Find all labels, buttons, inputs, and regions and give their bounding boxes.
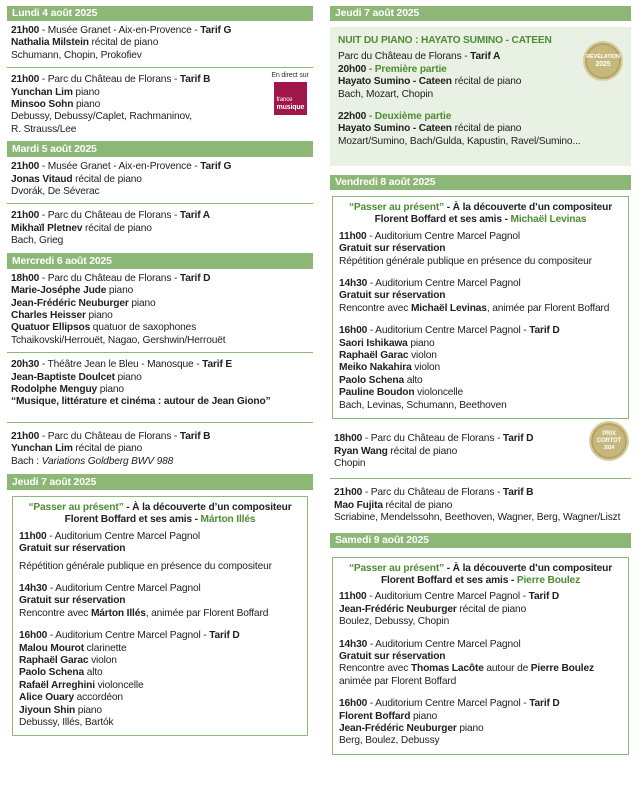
composer-name: Pierre Boulez <box>516 574 581 586</box>
desc-name: Thomas Lacôte <box>410 663 484 675</box>
series-subtitle: - À la découverte d’un compositeur <box>123 501 292 513</box>
artist-name: Jean-Frédéric Neuburger <box>339 603 457 615</box>
nuit-du-piano-box: NUIT DU PIANO : HAYATO SUMINO - CATEEN Parc du Château de Florans - Tarif A 20h00 - Première partie Hayato Sumino - Cateen récital de piano Bach, Mozart, Chopin 22h00 - Deuxième partie Hayato Sumino - Cateen récital de piano Mozart/Sumino, Bach/Gulda, Kapustin, Ravel/Sumino... RÉVÉLATION 2025 <box>330 27 631 166</box>
session-2 <box>339 278 622 315</box>
program: Dvorák, De Séverac <box>11 186 100 198</box>
seal-text: 2025 <box>595 61 611 68</box>
part-label: Première partie <box>374 63 447 75</box>
left-column <box>7 6 313 736</box>
event-venue: - Parc du Château de Florans - <box>362 433 503 445</box>
desc-name: Michaël Levinas <box>410 302 487 314</box>
event-tarif: Tarif B <box>179 74 211 86</box>
session-1 <box>19 531 301 573</box>
program: Berg, Boulez, Debussy <box>339 735 440 747</box>
event-tarif: Tarif A <box>470 51 501 63</box>
artist-name: Meiko Nakahira <box>339 362 412 374</box>
event-venue: - Auditorium Centre Marcel Pagnol - <box>367 698 530 710</box>
program: Bach, Grieg <box>11 235 64 247</box>
event-tarif: Tarif D <box>529 325 560 337</box>
artist-role: récital de piano <box>382 499 453 511</box>
artist-name: Minsoo Sohn <box>11 99 74 111</box>
series-subtitle: - À la découverte d’un compositeur <box>444 562 613 574</box>
event-mardi-1 <box>7 157 313 204</box>
event-tarif: Tarif E <box>202 359 233 371</box>
event-lundi-2 <box>7 68 313 142</box>
artist-name: Paolo Schena <box>339 374 405 386</box>
free-label: Gratuit sur réservation <box>339 290 446 302</box>
event-time: 22h00 <box>338 111 367 123</box>
session-desc: Répétition générale publique en présence du compositeur <box>19 560 272 572</box>
event-mardi-2 <box>7 204 313 253</box>
artist-name: Hayato Sumino - Cateen <box>338 76 452 88</box>
event-venue: - Auditorium Centre Marcel Pagnol - <box>367 325 530 337</box>
artist-name: Jean-Frédéric Neuburger <box>11 297 129 309</box>
event-time: 14h30 <box>339 638 368 650</box>
event-time: 20h00 <box>338 63 367 75</box>
composer-box-boulez <box>332 557 629 755</box>
part-label: Deuxième partie <box>374 111 452 123</box>
seal-text: RÉVÉLATION <box>586 54 620 60</box>
artist-role: récital de piano <box>82 222 152 234</box>
event-venue: - Auditorium Centre Marcel Pagnol <box>367 638 521 650</box>
free-label: Gratuit sur réservation <box>339 650 446 662</box>
session-1 <box>339 231 622 268</box>
france-musique-logo <box>271 72 309 115</box>
event-tarif: Tarif G <box>200 25 232 36</box>
artist-role: récital de piano <box>451 76 522 88</box>
event-venue: - Musée Granet - Aix-en-Provence - <box>39 161 201 173</box>
artist-name: Jonas Vitaud <box>11 173 73 185</box>
event-venue: - Auditorium Centre Marcel Pagnol <box>47 583 201 594</box>
artist-role: violon <box>408 350 437 362</box>
event-time: 16h00 <box>19 630 48 642</box>
artist-role: accordéon <box>73 692 123 704</box>
box-title <box>339 563 622 575</box>
event-time: 21h00 <box>334 487 363 499</box>
event-time: 21h00 <box>11 430 40 442</box>
artist-name: Raphaël Garac <box>19 655 89 667</box>
artist-role: violon <box>411 362 441 374</box>
composer-box-levinas <box>332 196 629 419</box>
event-vendredi-3 <box>330 479 631 532</box>
series-title: “Passer au présent” <box>348 562 445 574</box>
desc-text: Rencontre avec <box>339 663 411 675</box>
desc-text: , animée par Florent Boffard <box>486 302 610 314</box>
event-mercredi-1 <box>7 269 313 353</box>
program: Tchaikovski/Herrouët, Nagao, Gershwin/Herrouët <box>11 334 226 346</box>
event-venue: - Parc du Château de Florans - <box>39 210 180 222</box>
artist-role: piano <box>73 99 101 111</box>
event-tarif: Tarif D <box>528 591 560 603</box>
program-work: Variations Goldberg BWV 988 <box>41 455 174 467</box>
artist-role: clarinette <box>83 642 127 654</box>
artist-name: Yunchan Lim <box>11 86 73 98</box>
session-3 <box>339 698 622 748</box>
program: Scriabine, Mendelssohn, Beethoven, Wagner, Berg, Wagner/Liszt <box>334 512 621 524</box>
event-vendredi-2 <box>330 419 631 479</box>
logo-text: musique <box>276 104 305 112</box>
event-tarif: Tarif A <box>179 210 210 222</box>
session-desc: Répétition générale publique en présence du compositeur <box>339 255 592 267</box>
artist-role: piano <box>456 723 484 734</box>
artist-name: Raphaël Garac <box>339 350 409 362</box>
artist-role: récital de piano <box>451 123 522 135</box>
event-time: 18h00 <box>11 272 40 284</box>
event-venue: - Parc du Château de Florans - <box>39 430 180 442</box>
event-tarif: Tarif D <box>209 630 240 642</box>
program <box>11 456 309 468</box>
ensemble-name: Florent Boffard et ses amis - <box>380 574 517 586</box>
artist-name: Jean-Baptiste Doulcet <box>11 371 115 383</box>
seal-text: 2024 <box>603 445 615 452</box>
event-venue: Parc du Château de Florans - <box>338 51 471 63</box>
prix-cortot-seal-icon <box>589 421 629 461</box>
desc-text: Rencontre avec <box>339 302 411 314</box>
artist-role: piano <box>75 704 102 716</box>
artist-role: alto <box>84 667 103 679</box>
event-time: 11h00 <box>339 230 367 242</box>
event-tarif: Tarif B <box>179 430 211 442</box>
event-venue: - Auditorium Centre Marcel Pagnol <box>46 530 201 542</box>
session-desc <box>339 663 622 675</box>
event-mercredi-3 <box>7 423 313 475</box>
event-time: 14h30 <box>339 278 368 290</box>
artist-role: alto <box>404 374 423 386</box>
right-column <box>330 6 631 755</box>
artist-role: piano <box>407 337 435 349</box>
artist-name: Alice Ouary <box>19 692 74 704</box>
day-header-lundi: Lundi 4 août 2025 <box>7 6 313 21</box>
ensemble-name: Florent Boffard et ses amis - <box>374 214 511 226</box>
artist-name: Hayato Sumino - Cateen <box>338 123 452 135</box>
event-mercredi-2 <box>7 353 313 423</box>
artist-name: Yunchan Lim <box>11 443 73 455</box>
event-quote: “Musique, littérature et cinéma : autour de Jean Giono” <box>11 396 271 408</box>
session-1 <box>339 591 622 628</box>
composer-name: Márton Illés <box>200 514 256 526</box>
box-title <box>19 502 301 514</box>
event-time: 11h00 <box>339 591 367 603</box>
logo-caption: En direct sur <box>271 72 309 80</box>
event-venue: - Musée Granet - Aix-en-Provence - <box>39 25 201 36</box>
event-venue: - Auditorium Centre Marcel Pagnol <box>366 230 521 242</box>
artist-name: Quatuor Ellipsos <box>11 322 91 334</box>
program: Debussy, Illés, Bartók <box>19 717 114 729</box>
artist-role: récital de piano <box>72 173 142 185</box>
event-time: 11h00 <box>19 530 47 542</box>
artist-name: Rodolphe Menguy <box>11 383 98 395</box>
program: Debussy, Debussy/Caplet, Rachmaninov, <box>11 111 192 123</box>
artist-role: piano <box>97 383 124 395</box>
artist-name: Charles Heisser <box>11 309 86 321</box>
event-venue: - Parc du Château de Florans - <box>362 487 503 499</box>
composer-name: Michaël Levinas <box>510 214 587 226</box>
desc-name: Pierre Boulez <box>530 663 594 675</box>
france-musique-icon <box>274 82 307 115</box>
artist-role: récital de piano <box>72 443 143 455</box>
event-venue: - Auditorium Centre Marcel Pagnol <box>367 278 521 290</box>
artist-role: quatuor de saxophones <box>90 322 197 334</box>
desc-text: Rencontre avec <box>19 607 91 619</box>
program: Bach, Levinas, Schumann, Beethoven <box>339 399 507 411</box>
artist-role: piano <box>85 309 113 321</box>
event-time: 18h00 <box>334 433 363 445</box>
session-3 <box>339 325 622 412</box>
artist-name: Malou Mourot <box>19 642 84 654</box>
event-time: 16h00 <box>339 698 368 710</box>
event-venue: - Théâtre Jean le Bleu - Manosque - <box>39 359 203 371</box>
desc-text: autour de <box>483 663 531 675</box>
artist-name: Jean-Frédéric Neuburger <box>339 723 457 734</box>
session-2 <box>19 583 301 620</box>
event-tarif: Tarif B <box>502 487 534 499</box>
session-desc-line2: animée par Florent Boffard <box>339 675 457 687</box>
revelation-seal-icon <box>583 41 623 81</box>
artist-role: piano <box>128 297 156 309</box>
series-title: “Passer au présent” <box>348 202 445 213</box>
artist-name: Ryan Wang <box>334 445 388 457</box>
logo-text: france <box>276 97 293 104</box>
event-tarif: Tarif D <box>502 433 534 445</box>
day-header-samedi: Samedi 9 août 2025 <box>330 533 631 548</box>
ensemble-name: Florent Boffard et ses amis - <box>64 514 201 526</box>
seal-text: CORTOT <box>596 438 622 445</box>
artist-name: Mao Fujita <box>334 499 383 511</box>
session-desc <box>339 303 622 315</box>
free-label: Gratuit sur réservation <box>19 543 126 555</box>
desc-text: , animée par Florent Boffard <box>145 607 269 619</box>
artist-name: Rafaël Arreghini <box>19 679 95 691</box>
event-time: 21h00 <box>11 74 40 86</box>
event-time: 14h30 <box>19 583 48 594</box>
day-header-jeudi-right: Jeudi 7 août 2025 <box>330 6 631 21</box>
artist-role: piano <box>410 710 438 722</box>
event-time: 21h00 <box>11 210 40 222</box>
artist-name: Saori Ishikawa <box>339 337 408 349</box>
artist-name: Florent Boffard <box>339 710 411 722</box>
event-time: 21h00 <box>11 161 40 173</box>
artist-role: violoncelle <box>414 387 464 399</box>
session-2 <box>339 639 622 689</box>
box-title-line2 <box>19 514 301 526</box>
event-time: 20h30 <box>11 359 40 371</box>
artist-name: Paolo Schena <box>19 667 85 679</box>
event-time: 21h00 <box>11 25 40 36</box>
program: Schumann, Chopin, Prokofiev <box>11 49 142 61</box>
program: Boulez, Debussy, Chopin <box>339 616 450 628</box>
artist-role: piano <box>72 86 100 98</box>
artist-role: piano <box>114 371 142 383</box>
composer-box-illes <box>12 496 308 737</box>
box-title-line2 <box>339 575 622 587</box>
series-subtitle: - À la découverte d’un compositeur <box>444 202 613 213</box>
artist-role: violon <box>88 655 117 667</box>
seal-text: PRIX <box>602 431 616 438</box>
artist-name: Marie-Joséphe Jude <box>11 285 107 297</box>
free-label: Gratuit sur réservation <box>339 243 446 255</box>
program: Chopin <box>334 457 366 469</box>
event-time: 16h00 <box>339 325 368 337</box>
day-header-jeudi: Jeudi 7 août 2025 <box>7 475 313 490</box>
event-venue: - Auditorium Centre Marcel Pagnol - <box>47 630 210 642</box>
session-3 <box>19 630 301 729</box>
event-tarif: Tarif D <box>529 698 560 710</box>
event-venue: - Parc du Château de Florans - <box>39 74 180 86</box>
artist-name: Pauline Boudon <box>339 387 415 399</box>
program-text: Bach : <box>11 455 42 467</box>
event-venue: - Parc du Château de Florans - <box>39 272 180 284</box>
artist-role: récital de piano <box>88 37 159 49</box>
artist-role: violoncelle <box>94 679 144 691</box>
box-title-line2 <box>339 214 622 226</box>
desc-name: Márton Illés <box>90 607 146 619</box>
program: Mozart/Sumino, Bach/Gulda, Kapustin, Ravel/Sumino... <box>338 135 581 147</box>
event-venue: - Auditorium Centre Marcel Pagnol - <box>366 591 529 603</box>
artist-name: Jiyoun Shin <box>19 704 76 716</box>
day-header-mercredi: Mercredi 6 août 2025 <box>7 254 313 269</box>
event-lundi-1 <box>7 21 313 68</box>
free-label: Gratuit sur réservation <box>19 595 126 607</box>
artist-role: récital de piano <box>387 445 458 457</box>
artist-role: piano <box>106 285 134 297</box>
event-title: NUIT DU PIANO : HAYATO SUMINO - CATEEN <box>338 35 552 46</box>
program: Bach, Mozart, Chopin <box>338 88 433 100</box>
artist-role: récital de piano <box>456 603 527 615</box>
day-header-mardi: Mardi 5 août 2025 <box>7 142 313 157</box>
day-header-vendredi: Vendredi 8 août 2025 <box>330 175 631 190</box>
artist-name: Nathalia Milstein <box>11 37 89 49</box>
program: R. Strauss/Lee <box>11 123 77 135</box>
event-tarif: Tarif G <box>200 161 232 173</box>
artist-name: Mikhaïl Pletnev <box>11 222 83 234</box>
box-title <box>339 202 622 214</box>
series-title: “Passer au présent” <box>28 501 124 513</box>
session-desc <box>19 608 301 620</box>
event-tarif: Tarif D <box>179 272 211 284</box>
